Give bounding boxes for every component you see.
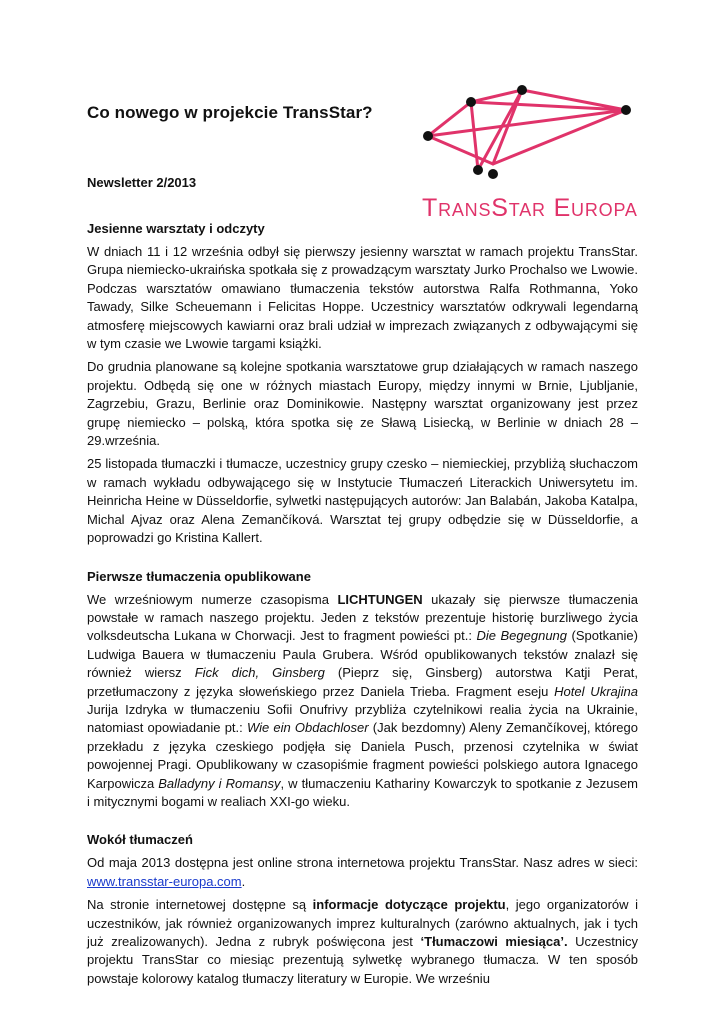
- logo-wordmark: TransStar Europa: [422, 194, 638, 222]
- page-title: Co nowego w projekcie TransStar?: [87, 103, 373, 122]
- paragraph: 25 listopada tłumaczki i tłumacze, uczestnicy grupy czesko – niemieckiej, przybliżą słuchaczom w ramach wykładu odbywającego się w Instytucie Tłumaczeń Literackich Uniwersytetu im. Heinricha Heine w Düsseldorfie, sylwetki następujących autorów: Jan Balabán, Jakoba Katalpa, Michal Ajvaz oraz Alena Zemančíková. Warsztat tej grupy odbędzie się w Düsseldorfie, a poprowadzi go Kristina Kallert.: [87, 456, 638, 546]
- paragraph: We wrześniowym numerze czasopisma LICHTUNGEN ukazały się pierwsze tłumaczenia powstałe w ramach naszego projektu. Jeden z tekstów prezentuje historię burzliwego życia volksdeutscha Lukana w Chorwacji. Jest to fragment powieści pt.: Die Begegnung (Spotkanie) Ludwiga Bauera w tłumaczeniu Paula Grubera. Wśród opublikowanych tekstów znalazł się również wiersz Fick dich, Ginsberg (Pieprz się, Ginsberg) autorstwa Katji Perat, przetłumaczony z języka słoweńskiego przez Daniela Trieba. Fragment eseju Hotel Ukrajina Jurija Izdryka w tłumaczeniu Sofii Onufrivy przybliża czytelnikowi realia życia na Ukrainie, natomiast opowiadanie pt.: Wie ein Obdachloser (Jak bezdomny) Aleny Zemančíkovej, którego przekładu z języka czeskiego podjęła się Daniela Pusch, przenosi czytelnika w świat powojennej Pragi. Opublikowany w czasopiśmie fragment powieści polskiego autora Ignacego Karpowicza Balladyny i Romansy, w tłumaczeniu Kathariny Kowarczyk to spotkanie z Jezusem i mitycznymi bogami w realiach XXI-go wieku.: [87, 591, 638, 809]
- section-heading: Wokół tłumaczeń: [87, 832, 193, 848]
- article-body: [87, 220, 638, 993]
- paragraph: Od maja 2013 dostępna jest online strona internetowa projektu TransStar. Nasz adres w sieci: www.transstar-europa.com.: [87, 855, 638, 889]
- website-link[interactable]: www.transstar-europa.com: [87, 873, 242, 889]
- paragraph: Na stronie internetowej dostępne są informacje dotyczące projektu, jego organizatorów i uczestników, jak również organizowanych imprez kulturalnych (zarówno aktualnych, jak i tych już zrealizowanych). Jedna z rubryk poświęcona jest ‘Tłumaczowi miesiąca’. Uczestnicy projektu TransStar co miesiąc prezentują sylwetkę wybranego tłumacza. W ten sposób powstaje kolorowy katalog tłumaczy literatury w Europie. We wrześniu: [87, 897, 639, 986]
- paragraph: W dniach 11 i 12 września odbył się pierwszy jesienny warsztat w ramach projektu TransStar. Grupa niemiecko-ukraińska spotkała się z prowadzącym warsztaty Jurko Prochalso we Lwowie. Podczas warsztatów omawiano tłumaczenia tekstów autorstwa Ralfa Rothmanna, Yoko Tawady, Silke Scheuemann i Felicitas Hoppe. Uczestnicy warsztatów odkrywali legendarną atmosferę miejscowych kawiarni oraz brali udział w imprezach związanych z odbywającymi się w tym czasie we Lwowie targami książki.: [87, 244, 638, 352]
- newsletter-issue: Newsletter 2/2013: [87, 175, 197, 190]
- star-network-icon: [418, 82, 648, 194]
- section-heading: Jesienne warsztaty i odczyty: [87, 221, 265, 236]
- transstar-logo: [418, 82, 648, 222]
- paragraph: Do grudnia planowane są kolejne spotkania warsztatowe grup działających w ramach naszego projektu. Odbędą się one w różnych miastach Europy, między innymi w Brnie, Ljubljanie, Zagrzebiu, Grazu, Berlinie oraz Dominikowie. Następny warsztat organizowany jest przez grupę niemiecko – polską, która spotka się ze Sławą Lisiecką, w Berlinie w dniach 28 – 29.września.: [87, 359, 638, 449]
- section-heading: Pierwsze tłumaczenia opublikowane: [87, 568, 311, 584]
